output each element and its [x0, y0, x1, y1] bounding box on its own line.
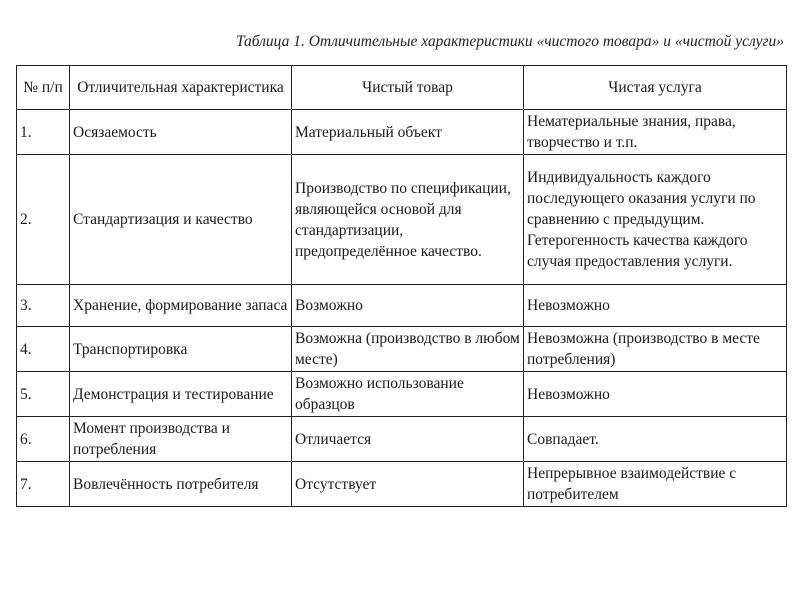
table-row	[17, 155, 787, 285]
comparison-table	[16, 65, 787, 507]
characteristic-cell: Хранение, формирование запаса	[70, 285, 292, 327]
service-cell: Невозможна (производство в месте потребления)	[524, 327, 787, 372]
header-number: № п/п	[17, 66, 70, 110]
table-row	[17, 417, 787, 462]
table-row	[17, 462, 787, 507]
characteristic-cell: Демонстрация и тестирование	[70, 372, 292, 417]
service-cell: Невозможно	[524, 285, 787, 327]
product-cell: Производство по спецификации, являющейся основой для стандартизации, предопределённое качество.	[292, 155, 524, 285]
service-cell: Невозможно	[524, 372, 787, 417]
row-number: 6.	[17, 417, 70, 462]
product-cell: Возможно использование образцов	[292, 372, 524, 417]
row-number: 4.	[17, 327, 70, 372]
header-pure-product: Чистый товар	[292, 66, 524, 110]
row-number: 3.	[17, 285, 70, 327]
characteristic-cell: Осязаемость	[70, 110, 292, 155]
header-characteristic: Отличительная характеристика	[70, 66, 292, 110]
table-caption: Таблица 1. Отличительные характеристики «чистого товара» и «чистой услуги»	[235, 33, 784, 50]
service-cell: Совпадает.	[524, 417, 787, 462]
service-cell: Индивидуальность каждого последующего оказания услуги по сравнению с предыдущим. Гетерогенность качества каждого случая предоставления услуги.	[524, 155, 787, 285]
table-row	[17, 285, 787, 327]
characteristic-cell: Транспортировка	[70, 327, 292, 372]
product-cell: Отсутствует	[292, 462, 524, 507]
characteristic-cell: Момент производства и потребления	[70, 417, 292, 462]
product-cell: Возможна (производство в любом месте)	[292, 327, 524, 372]
characteristic-cell: Стандартизация и качество	[70, 155, 292, 285]
table-row	[17, 372, 787, 417]
header-pure-service: Чистая услуга	[524, 66, 787, 110]
row-number: 1.	[17, 110, 70, 155]
characteristic-cell: Вовлечённость потребителя	[70, 462, 292, 507]
product-cell: Материальный объект	[292, 110, 524, 155]
row-number: 2.	[17, 155, 70, 285]
table-row	[17, 327, 787, 372]
table-row	[17, 110, 787, 155]
row-number: 7.	[17, 462, 70, 507]
product-cell: Отличается	[292, 417, 524, 462]
service-cell: Непрерывное взаимодействие с потребителем	[524, 462, 787, 507]
row-number: 5.	[17, 372, 70, 417]
service-cell: Нематериальные знания, права, творчество и т.п.	[524, 110, 787, 155]
product-cell: Возможно	[292, 285, 524, 327]
table-header-row	[17, 66, 787, 110]
